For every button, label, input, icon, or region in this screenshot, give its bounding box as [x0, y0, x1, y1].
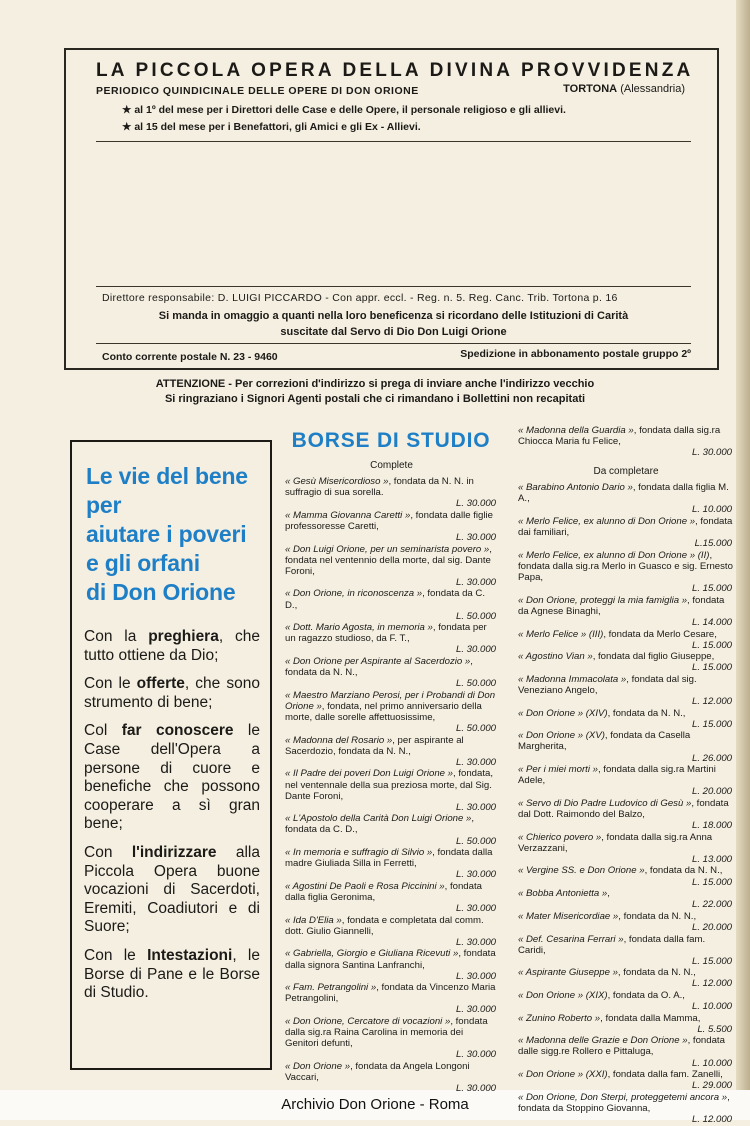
scholarship-name: « Don Orione, Cercatore di vocazioni » — [285, 1016, 451, 1027]
scholarship-name: « Servo di Dio Padre Ludovico di Gesù » — [518, 797, 692, 809]
heading-line: per — [86, 492, 122, 518]
scholarship-entry — [285, 588, 498, 621]
way-paragraph — [84, 947, 260, 1003]
scholarship-entry — [518, 764, 734, 797]
scholarship-name: « Chierico povero » — [518, 831, 602, 843]
way-keyword: preghiera — [148, 628, 219, 645]
heading-line: di Don Orione — [86, 579, 236, 605]
scholarship-description: , fondata da Agnese Binaghi, — [518, 594, 725, 617]
complete-list — [285, 476, 498, 1094]
scholarship-description: , fondata dal sig. Veneziano Angelo, — [518, 673, 697, 696]
gift-line-2: suscitate dal Servo di Dio Don Luigi Orione — [280, 326, 507, 338]
heading-line: Le vie del bene — [86, 463, 248, 489]
scholarship-description: , fondata, nel primo anniversario della morte, dalle sorelle affettuosissime, — [285, 700, 482, 723]
scholarship-name: « Don Orione per Aspirante al Sacerdozio » — [285, 656, 471, 667]
scholarship-amount: L. 20.000 — [691, 921, 732, 933]
scholarship-name: « Don Orione » (XIV) — [518, 707, 608, 719]
postal-account: Conto corrente postale N. 23 - 9460 — [102, 351, 278, 363]
scholarship-name: « Agostini De Paoli e Rosa Piccinini » — [285, 880, 445, 892]
scholarship-entry — [285, 768, 498, 812]
scholarship-name: « Don Orione, in riconoscenza » — [285, 588, 423, 600]
scholarship-amount: L. 50.000 — [455, 835, 496, 847]
scholarship-entry — [285, 982, 498, 1015]
scholarship-entry — [285, 690, 498, 734]
scholarship-amount: L. 15.000 — [691, 583, 732, 595]
distribution-line-2: ★ al 15 del mese per i Benefattori, gli Amici e gli Ex - Allievi. — [122, 121, 421, 133]
scholarship-amount: L. 30.000 — [455, 498, 496, 510]
scholarship-entry — [285, 622, 498, 655]
scholarship-entry — [518, 629, 734, 651]
way-text: le Case dell'Opera a persone di cuore e benefiche che possono cooperare a sì gran bene; — [84, 722, 260, 833]
scholarship-amount: L. 30.000 — [455, 936, 496, 948]
scholarship-name: « Def. Cesarina Ferrari » — [518, 933, 624, 945]
ways-body — [84, 628, 260, 1013]
scholarship-description: , fondata da Casella Margherita, — [518, 730, 691, 753]
scholarship-name: « Don Orione, proteggi la mia famiglia » — [518, 594, 688, 606]
scholarship-amount: L. 10.000 — [691, 1001, 732, 1013]
scholarship-entry — [285, 510, 498, 543]
scholarship-amount: L. 14.000 — [691, 616, 732, 628]
scholarship-entry — [518, 425, 734, 458]
scholarship-amount: L. 5.500 — [697, 1023, 732, 1035]
scholarship-description: , fondata dalla figlia Geronima, — [285, 880, 482, 903]
way-text: Col — [84, 722, 122, 740]
masthead-rule-middle — [96, 286, 691, 287]
scholarship-amount: L. 50.000 — [455, 610, 496, 622]
scholarship-amount: L. 13.000 — [691, 853, 732, 865]
scholarship-amount: L. 29.000 — [691, 1080, 732, 1092]
scholarship-description: , fondata da N. N., — [617, 967, 696, 979]
scholarship-amount: L. 15.000 — [691, 718, 732, 730]
scholarship-description: , fondata dal Dott. Raimondo del Balzo, — [518, 797, 729, 820]
scholarship-amount: L. 50.000 — [455, 723, 496, 735]
scholarship-name: « Madonna del Rosario » — [285, 734, 393, 746]
scholarship-amount: L. 20.000 — [691, 786, 732, 798]
masthead-box — [64, 48, 719, 370]
scholarship-description: , fondata da O. A., — [607, 990, 685, 1001]
scholarship-entry — [518, 934, 734, 967]
scholarship-name: « Madonna della Guardia » — [518, 425, 634, 436]
scholarship-amount: L. 30.000 — [455, 531, 496, 543]
scholarship-description: , fondata da N. N. in suffragio di sua sorella. — [285, 476, 474, 499]
scholarship-name: « Don Orione, Don Sterpi, proteggetemi ancora » — [518, 1091, 728, 1103]
scholarship-name: « Gesù Misericordioso » — [285, 476, 389, 487]
scholarship-name: « L'Apostolo della Carità Don Luigi Orione » — [285, 813, 472, 825]
masthead-title: LA PICCOLA OPERA DELLA DIVINA PROVVIDENZA — [96, 60, 694, 81]
scholarship-entry — [285, 847, 498, 880]
scholarship-amount: L. 12.000 — [691, 696, 732, 708]
scholarship-description: , fondata dalle sigg.re Rollero e Pittaluga, — [518, 1035, 725, 1058]
scholarship-name: « Merlo Felice » (III) — [518, 628, 604, 640]
place-region: (Alessandria) — [620, 83, 685, 95]
scholarship-description: , fondata nel ventennio della morte, dal sig. Dante Foroni, — [285, 543, 492, 577]
scholarship-description: , fondata da Merlo Cesare, — [603, 628, 717, 640]
scholarship-amount: L.15.000 — [694, 538, 732, 550]
scholarship-entry — [518, 482, 734, 515]
scholarship-description: , per aspirante al Sacerdozio, fondata da N. N., — [285, 734, 464, 757]
scholarship-description: , fondata dalla madre Giuliada Silla in Ferretti, — [285, 847, 493, 870]
scholarship-entry — [518, 911, 734, 933]
scholarship-name: « Don Orione » (XIX) — [518, 990, 608, 1001]
scholarship-entry — [518, 888, 734, 910]
scholarship-name: « Don Orione » (XV) — [518, 730, 605, 742]
scholarship-entry — [518, 1069, 734, 1091]
way-text: Con le — [84, 675, 137, 693]
masthead-place — [563, 83, 685, 95]
scholarship-description: , fondata dalla sig.ra Chiocca Maria fu Felice, — [518, 425, 721, 448]
scholarship-entry — [518, 651, 734, 673]
scholarship-name: « Merlo Felice, ex alunno di Don Orione » — [518, 516, 696, 528]
complete-column — [285, 459, 498, 1095]
scholarship-amount: L. 30.000 — [455, 576, 496, 588]
way-text: , che tutto ottiene da Dio; — [84, 628, 260, 664]
way-keyword: Intestazioni — [147, 946, 233, 964]
scholarship-name: « Mamma Giovanna Caretti » — [285, 509, 411, 521]
scholarship-description: , fondata da Angela Longoni Vaccari, — [285, 1060, 470, 1083]
scholarship-entry — [285, 1016, 498, 1060]
scholarship-entry — [518, 990, 734, 1012]
scholarship-entry — [518, 865, 734, 887]
scholarship-description: , fondata dalla figlia M. A., — [518, 482, 729, 505]
scholarship-name: « Madonna delle Grazie e Don Orione » — [518, 1035, 688, 1047]
scholarship-amount: L. 10.000 — [691, 504, 732, 516]
scholarship-name: « Barabino Antonio Dario » — [518, 482, 633, 494]
scholarship-entry — [518, 798, 734, 831]
ways-of-good-box — [70, 440, 272, 1070]
scholarship-description: , fondata dai familiari, — [518, 516, 733, 539]
scholarship-amount: L. 30.000 — [455, 903, 496, 915]
scholarship-description: , fondata dalla sig.ra Martini Adele, — [518, 764, 716, 787]
scholarship-entry — [285, 656, 498, 689]
way-paragraph — [84, 628, 260, 665]
scholarship-description: , fondata da N. N., — [644, 865, 723, 877]
scholarship-description: , fondata da Vincenzo Maria Petrangolini, — [285, 982, 496, 1005]
masthead-rule-top — [96, 141, 691, 142]
scholarship-description: , fondata da N. N., — [618, 910, 697, 922]
scholarship-name: « Bobba Antonietta » — [518, 888, 608, 900]
scholarship-amount: L. 15.000 — [691, 662, 732, 674]
to-complete-column — [518, 425, 734, 1126]
notice-line-2: Si ringraziano i Signori Agenti postali che ci rimandano i Bollettini non recapitati — [164, 393, 586, 405]
notice-line-1: ATTENZIONE - Per correzioni d'indirizzo si prega di inviare anche l'indirizzo vecchio — [155, 378, 595, 390]
heading-line: e gli orfani — [86, 550, 200, 576]
scholarship-name: « In memoria e suffragio di Silvio » — [285, 847, 433, 859]
scholarship-amount: L. 15.000 — [691, 955, 732, 967]
place-city: TORTONA — [563, 83, 618, 95]
scholarship-amount: L. 30.000 — [455, 869, 496, 881]
way-keyword: l'indirizzare — [131, 843, 217, 861]
scholarship-description: , fondata da N. N., — [607, 707, 686, 719]
scholarship-amount: L. 15.000 — [691, 639, 732, 651]
scholarship-entry — [285, 544, 498, 588]
scholarship-description: , fondata dalla fam. Zanelli, — [607, 1069, 723, 1081]
way-text: Con — [84, 843, 132, 861]
scholarship-description: , fondata da C. D., — [285, 588, 485, 611]
way-keyword: offerte — [136, 675, 185, 693]
scholarship-name: « Fam. Petrangolini » — [285, 982, 377, 994]
scholarship-entry — [518, 674, 734, 707]
complete-label: Complete — [370, 460, 413, 471]
scholarship-name: « Don Orione » — [285, 1060, 351, 1072]
way-paragraph — [84, 722, 260, 834]
director-line: Direttore responsabile: D. LUIGI PICCARDO - Con appr. eccl. - Reg. n. 5. Reg. Canc. Trib. Tortona p. 16 — [102, 292, 618, 304]
way-text: , le Borse di Pane e le Borse di Studio. — [84, 946, 260, 1002]
to-complete-label: Da completare — [593, 466, 659, 478]
scholarship-description: , fondata dalla Mamma, — [600, 1012, 701, 1024]
scholarship-entry — [285, 813, 498, 846]
scholarship-entry — [518, 1013, 734, 1035]
scholarship-name: « Don Luigi Orione, per un seminarista povero » — [285, 543, 490, 555]
scholarship-amount: L. 12.000 — [691, 1114, 732, 1126]
scholarship-entry — [285, 1061, 498, 1094]
page-edge-shadow — [736, 0, 750, 1090]
scholarship-amount: L. 15.000 — [691, 876, 732, 888]
scholarship-entry — [518, 967, 734, 989]
postal-shipping: Spedizione in abbonamento postale gruppo 2º — [460, 348, 691, 360]
scholarship-entry — [285, 476, 498, 509]
way-keyword: far conoscere — [121, 722, 234, 740]
scholarship-entry — [518, 516, 734, 549]
scholarship-amount: L. 12.000 — [691, 978, 732, 990]
scholarship-description: , fondata da C. D., — [285, 813, 475, 836]
scholarship-name: « Il Padre dei poveri Don Luigi Orione » — [285, 768, 453, 780]
way-paragraph — [84, 844, 260, 937]
masthead-subtitle: PERIODICO QUINDICINALE DELLE OPERE DI DON ORIONE — [96, 85, 419, 97]
scholarship-amount: L. 10.000 — [691, 1057, 732, 1069]
scholarship-entry — [518, 832, 734, 865]
scholarship-name: « Merlo Felice, ex alunno di Don Orione » (II) — [518, 549, 710, 561]
scholarship-name: « Maestro Marziano Perosi, per i Probandi di Don Orione » — [285, 689, 496, 712]
way-paragraph — [84, 675, 260, 712]
scholarship-entry — [285, 915, 498, 948]
ways-heading — [86, 462, 248, 607]
scholarship-description: , fondata da N. N., — [285, 656, 473, 679]
scholarship-description: , — [607, 888, 610, 900]
scholarship-description: , fondata dalla sig.ra Merlo in Guasco e sig. Ernesto Papa, — [518, 549, 733, 584]
scholarship-name: « Mater Misericordiae » — [518, 910, 619, 922]
scholarship-description: , fondata dal figlio Giuseppe, — [592, 651, 715, 663]
scholarship-name: « Zunino Roberto » — [518, 1012, 601, 1024]
scholarship-entry — [518, 708, 734, 730]
scholarship-name: « Don Orione » (XXI) — [518, 1069, 608, 1081]
scholarship-entry — [285, 948, 498, 981]
scholarship-entry — [518, 1035, 734, 1068]
scholarship-description: , fondata da Stoppino Giovanna, — [518, 1091, 730, 1114]
way-text: , che sono strumento di bene; — [84, 675, 260, 711]
scholarship-amount: L. 30.000 — [691, 447, 732, 459]
scholarship-amount: L. 18.000 — [691, 820, 732, 832]
distribution-line-1: ★ al 1º del mese per i Direttori delle Case e delle Opere, il personale religioso e gli allievi. — [122, 104, 566, 116]
scholarship-amount: L. 30.000 — [455, 970, 496, 982]
scholarship-amount: L. 30.000 — [455, 1049, 496, 1061]
scholarship-entry — [518, 595, 734, 628]
scholarship-name: « Vergine SS. e Don Orione » — [518, 865, 645, 877]
scholarship-entry — [285, 881, 498, 914]
scholarship-name: « Aspirante Giuseppe » — [518, 967, 618, 979]
scholarship-entry — [518, 550, 734, 594]
scholarship-description: , fondata dalla signora Santina Lanfranchi, — [285, 948, 496, 971]
scholarship-description: , fondata dalla fam. Caridi, — [518, 933, 706, 956]
scholarships-title: BORSE DI STUDIO — [291, 429, 491, 452]
scholarship-amount: L. 30.000 — [455, 1083, 496, 1095]
gift-line-1: Si manda in omaggio a quanti nella loro beneficenza si ricordano delle Istituzioni di Carità — [158, 310, 629, 322]
scholarship-entry — [518, 730, 734, 763]
scholarship-name: « Ida D'Elia » — [285, 914, 342, 926]
scholarship-amount: L. 22.000 — [691, 899, 732, 911]
scholarship-description: , fondata dalle figlie professoresse Caretti, — [285, 509, 493, 532]
way-text: Con le — [84, 946, 148, 964]
way-text: alla Piccola Opera buone vocazioni di Sacerdoti, Eremiti, Coadiutori e di Suore; — [84, 843, 260, 936]
scholarship-name: « Gabriella, Giorgio e Giuliana Ricevuti » — [285, 948, 459, 960]
scholarship-description: , fondata dalla sig.ra Anna Verzazzani, — [518, 831, 713, 854]
scholarship-description: , fondata dalla sig.ra Raina Carolina in memoria dei Genitori defunti, — [285, 1016, 488, 1050]
continued-entry — [518, 425, 734, 458]
scholarship-amount: L. 30.000 — [455, 801, 496, 813]
scholarship-amount: L. 30.000 — [455, 756, 496, 768]
to-complete-list — [518, 482, 734, 1125]
way-text: Con la — [84, 628, 149, 645]
scholarship-amount: L. 30.000 — [455, 644, 496, 656]
scholarship-name: « Madonna Immacolata » — [518, 673, 627, 685]
scholarship-entry — [518, 1092, 734, 1125]
scholarship-name: « Per i miei morti » — [518, 764, 598, 776]
scholarship-name: « Dott. Mario Agosta, in memoria » — [285, 622, 433, 634]
scholarship-name: « Agostino Vian » — [518, 651, 593, 663]
scholarship-amount: L. 30.000 — [455, 1004, 496, 1016]
scholarship-entry — [285, 735, 498, 768]
scholarship-amount: L. 50.000 — [455, 678, 496, 690]
archive-credit: Archivio Don Orione - Roma — [281, 1096, 469, 1113]
masthead-rule-bottom — [96, 343, 691, 344]
scholarship-description: , fondata e completata dal comm. dott. Giulio Giannelli, — [285, 914, 484, 937]
heading-line: aiutare i poveri — [86, 521, 247, 547]
scholarship-description: , fondata, nel ventennale della sua preziosa morte, dal Sig. Dante Foroni, — [285, 768, 494, 802]
scholarship-amount: L. 26.000 — [691, 752, 732, 764]
scholarship-description: , fondata per un ragazzo studioso, da F. T., — [285, 622, 487, 645]
